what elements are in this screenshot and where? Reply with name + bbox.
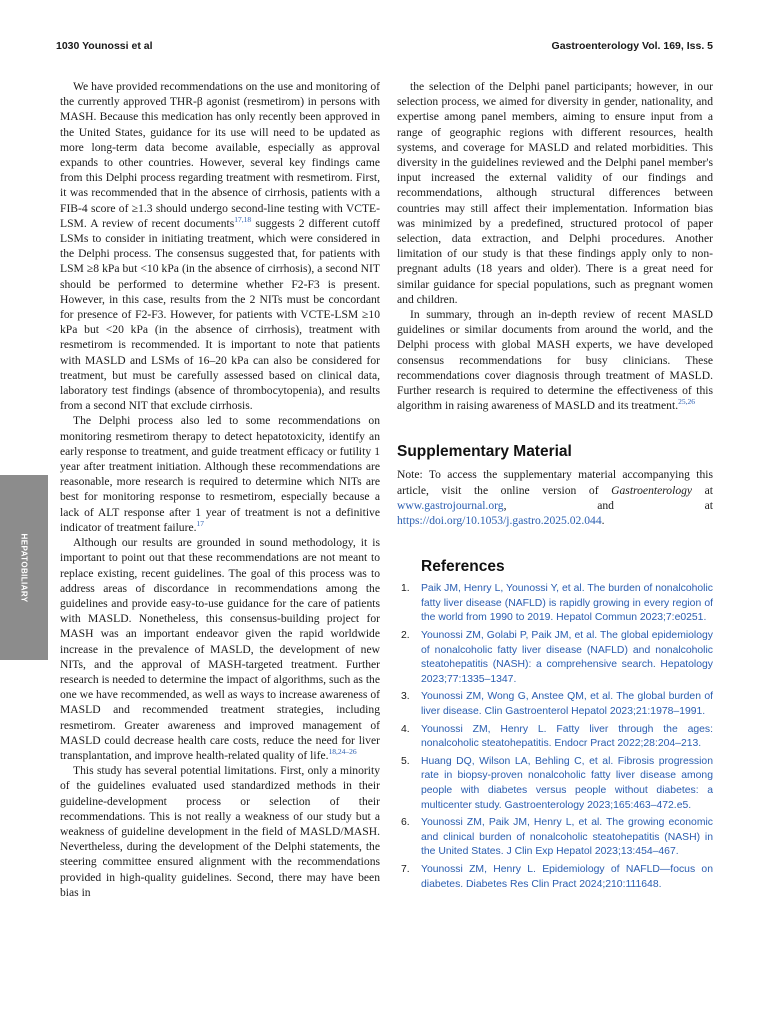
paragraph-text: This study has several potential limitations. First, only a minority of the guidelines evaluated used standardized methods in their guideline-development process or selection of their recommendations. This is not really a weakness of our study but a weakness of guideline development in the field of MASLD/MASH. Nevertheless, during the development of the Delphi statements, the steering committee ensured alignment with the recommendations provided in high-quality guidelines. Second, there may have been bias in <box>60 764 380 899</box>
reference-text: Younossi ZM, Wong G, Anstee QM, et al. The global burden of liver disease. Clin Gastroenterol Hepatol 2023;21:1978–1991. <box>421 691 713 718</box>
journal-name: Gastroenterology <box>611 483 693 497</box>
citation-superscript[interactable]: 25,26 <box>678 397 695 407</box>
reference-item[interactable] <box>397 816 713 860</box>
reference-item[interactable] <box>397 582 713 626</box>
journal-website-link[interactable]: www.gastrojournal.org <box>397 498 504 512</box>
body-paragraph <box>60 413 380 535</box>
supplementary-heading: Supplementary Material <box>397 443 572 461</box>
reference-text: Paik JM, Henry L, Younossi Y, et al. The burden of nonalcoholic fatty liver disease (NAFLD) is rapidly growing in every region of the world from 1990 to 2019. Hepatol Commun 2023;7:e0251. <box>421 583 713 624</box>
reference-text: Younossi ZM, Golabi P, Paik JM, et al. The global epidemiology of nonalcoholic fatty liver disease (NAFLD) and nonalcoholic steatohepatitis (NASH): a comprehensive search. Hepatology 2023;77:1335–1347. <box>421 630 713 685</box>
note-text: Note: To access the supplementary material accompanying this article, visit the online version of <box>397 468 713 497</box>
right-column <box>397 79 713 895</box>
reference-list <box>397 582 713 892</box>
reference-item[interactable] <box>397 755 713 813</box>
citation-superscript[interactable]: 17,18 <box>234 214 252 224</box>
paragraph-text: the selection of the Delphi panel participants; however, in our selection process, we aimed for diversity in gender, nationality, and expertise among panel members, aiming to ensure input from a range of geographic regions with different resources, health systems, and coverage for MASLD and related morbidities. This diversity in the guidelines reviewed and the Delphi panel member's input increased the external validity of our findings and recommendations, although structural differences between countries may still affect their implementation. Information bias was minimized by a predefined, structured protocol of paper selection, data extraction, and Delphi procedures. Another limitation of our study is that these findings apply only to non-pregnant adults (18 years and older). There is a great need for similar guidance for special populations, such as pregnant women and children. <box>397 80 713 306</box>
reference-item[interactable] <box>397 629 713 687</box>
citation-superscript[interactable]: 18,24–26 <box>328 747 357 757</box>
reference-text: Younossi ZM, Paik JM, Henry L, et al. The growing economic and clinical burden of nonalcoholic steatohepatitis (NASH) in the United States. J Clin Exp Hepatol 2023;13:454–467. <box>421 817 713 858</box>
header-page-author: 1030 Younossi et al <box>56 40 153 52</box>
left-column <box>60 79 380 900</box>
reference-number: 1. <box>401 583 410 595</box>
paragraph-text: The Delphi process also led to some recommendations on monitoring resmetirom therapy to detect hepatotoxicity, identify an early response to treatment, and guide treatment efficacy or futility 1 year after treatment initiation. Although these recommendations are reasonable, more research is required to determine which NITs are best for monitoring response to resmetirom, especially because a lack of ALT response after 1 year of treatment is not a definitive indicator of treatment failure. <box>60 414 380 534</box>
reference-text: Younossi ZM, Henry L. Epidemiology of NAFLD—focus on diabetes. Diabetes Res Clin Pract 2024;210:111648. <box>421 863 713 890</box>
reference-item[interactable] <box>397 863 713 892</box>
header-journal-issue: Gastroenterology Vol. 169, Iss. 5 <box>551 40 713 52</box>
side-tab-label: HEPATOBILIARY <box>19 533 29 602</box>
body-paragraph <box>397 307 713 413</box>
reference-number: 5. <box>401 755 410 767</box>
reference-number: 3. <box>401 691 410 703</box>
body-paragraph <box>60 535 380 763</box>
page-header <box>56 40 713 56</box>
body-paragraph <box>60 79 380 413</box>
paragraph-text: suggests 2 different cutoff LSMs to consider in initiating treatment, which were considered in the Delphi process. The consensus suggested that, for patients with LSM ≥8 kPa but <10 kPa (in the absence of cirrhosis), a second NIT should be performed to determine whether F2-F3 is present. However, in this case, results from the 2 NITs must be concordant for presence of F2-F3. However, for patients with VCTE-LSM ≥10 kPa but <20 kPa (in the absence of cirrhosis), treatment with resmetirom is recommended. It is important to note that patients with MASLD and LSMs of 16–20 kPa can also be considered for treatment, but must be carefully assessed based on clinical data, laboratory test findings (absence of thrombocytopenia), and results from a second NIT that exclude cirrhosis. <box>60 216 381 413</box>
doi-link[interactable]: https://doi.org/10.1053/j.gastro.2025.02.044 <box>397 514 602 528</box>
reference-item[interactable] <box>397 723 713 752</box>
reference-item[interactable] <box>397 690 713 719</box>
paragraph-text: Although our results are grounded in sound methodology, it is important to point out that these recommendations are not meant to replace existing, recent guidelines. The goal of this process was to address areas of discordance in recommendations among the guidelines and provide easy-to-use guidance for the care of patients with MASLD. Nonetheless, this consensus-building project for MASH was an important endeavor given the rapid worldwide increase in the prevalence of MASLD, the development of new NITs, and the approval of MASH-targeted treatment. Further research is needed to determine the impact of algorithms, such as the one we have recommended, as well as ways to increase awareness of MASLD and recommended treatment strategies, including resmetirom. Greater awareness and improved management of MASLD could decrease health care costs, reduce the need for liver transplantation, and improve health-related quality of life. <box>60 536 380 762</box>
body-paragraph <box>397 79 713 307</box>
citation-superscript[interactable]: 17 <box>196 519 204 529</box>
section-side-tab <box>0 475 48 660</box>
references-heading: References <box>421 558 505 576</box>
reference-number: 2. <box>401 630 410 642</box>
reference-number: 4. <box>401 723 410 735</box>
note-text: at <box>692 483 714 497</box>
note-text: , and at <box>503 498 713 512</box>
paragraph-text: In summary, through an in-depth review of recent MASLD guidelines or similar documents from around the world, and the Delphi process with global MASH experts, we have developed consensus recommendations for busy clinicians. These recommendations cover diagnosis through treatment of MASLD. Further research is required to determine the effectiveness of this algorithm in raising awareness of MASLD and its treatment. <box>397 308 713 413</box>
reference-number: 7. <box>401 863 410 875</box>
note-text: . <box>601 514 605 528</box>
reference-text: Younossi ZM, Henry L. Fatty liver through the ages: nonalcoholic steatohepatitis. Endocr Pract 2022;28:204–213. <box>421 723 713 750</box>
supplementary-note <box>397 467 713 528</box>
body-paragraph <box>60 763 380 900</box>
reference-text: Huang DQ, Wilson LA, Behling C, et al. Fibrosis progression rate in biopsy-proven nonalcoholic fatty liver disease among people with diabetes versus people without diabetes: a multicenter study. Gastroenterology 2023;165:463–472.e5. <box>421 755 713 811</box>
reference-number: 6. <box>401 817 410 829</box>
paragraph-text: We have provided recommendations on the use and monitoring of the currently approved THR-β agonist (resmetirom) in persons with MASH. Because this medication has only recently been approved in the United States, guidance for its use will need to be updated as more long-term data become available, especially as approval expands to other countries. However, several key findings came from this Delphi process regarding treatment with resmetirom. First, it was recommended that in the absence of cirrhosis, patients with a FIB-4 score of ≥1.3 should undergo second-line testing with VCTE-LSM. A review of recent documents <box>60 80 380 230</box>
